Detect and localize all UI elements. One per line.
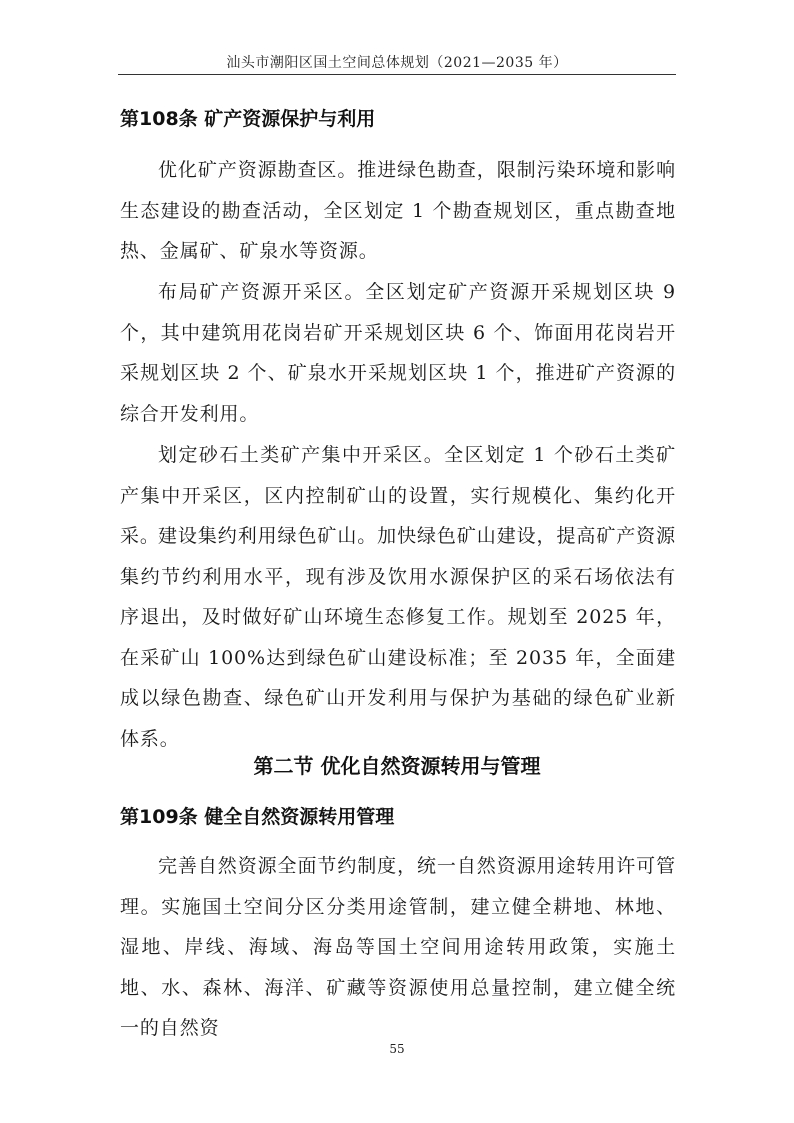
section-heading: 第二节 优化自然资源转用与管理 [253,754,541,778]
page-number: 55 [389,1042,405,1056]
paragraph: 优化矿产资源勘查区。推进绿色勘查，限制污染环境和影响生态建设的勘查活动，全区划定 1 个勘查规划区，重点勘查地热、金属矿、矿泉水等资源。 [120,159,676,262]
article-109-title: 第109条 健全自然资源转用管理 [120,806,395,828]
paragraph: 建设集约利用绿色矿山。加快绿色矿山建设，提高矿产资源集约节约利用水平，现有涉及饮用水源保护区的采石场依法有序退出，及时做好矿山环境生态修复工作。规划至 2025 年，在采矿山 100%达到绿色矿山建设标准；至 2035 年，全面建成以绿色勘查、绿色矿山开发利用与保护为基础的绿色矿业新体系。 [120,525,676,750]
header-divider [118,74,676,75]
running-header: 汕头市潮阳区国土空间总体规划（2021—2035 年） [226,55,568,71]
paragraph: 布局矿产资源开采区。全区划定矿产资源开采规划区块 9 个，其中建筑用花岗岩矿开采规划区块 6 个、饰面用花岗岩开采规划区块 2 个、矿泉水开采规划区块 1 个，推进矿产资源的综合开发利用。 [120,281,676,425]
paragraph: 划定砂石土类矿产集中开采区。全区划定 1 个砂石土类矿产集中开采区，区内控制矿山的设置，实行规模化、集约化开采。 [120,444,676,547]
article-108-title: 第108条 矿产资源保护与利用 [120,108,376,130]
paragraph: 完善自然资源全面节约制度，统一自然资源用途转用许可管理。实施国土空间分区分类用途管制，建立健全耕地、林地、湿地、岸线、海域、海岛等国土空间用途转用政策，实施土地、水、森林、海洋、矿藏等资源使用总量控制，建立健全统一的自然资 [120,855,676,1039]
